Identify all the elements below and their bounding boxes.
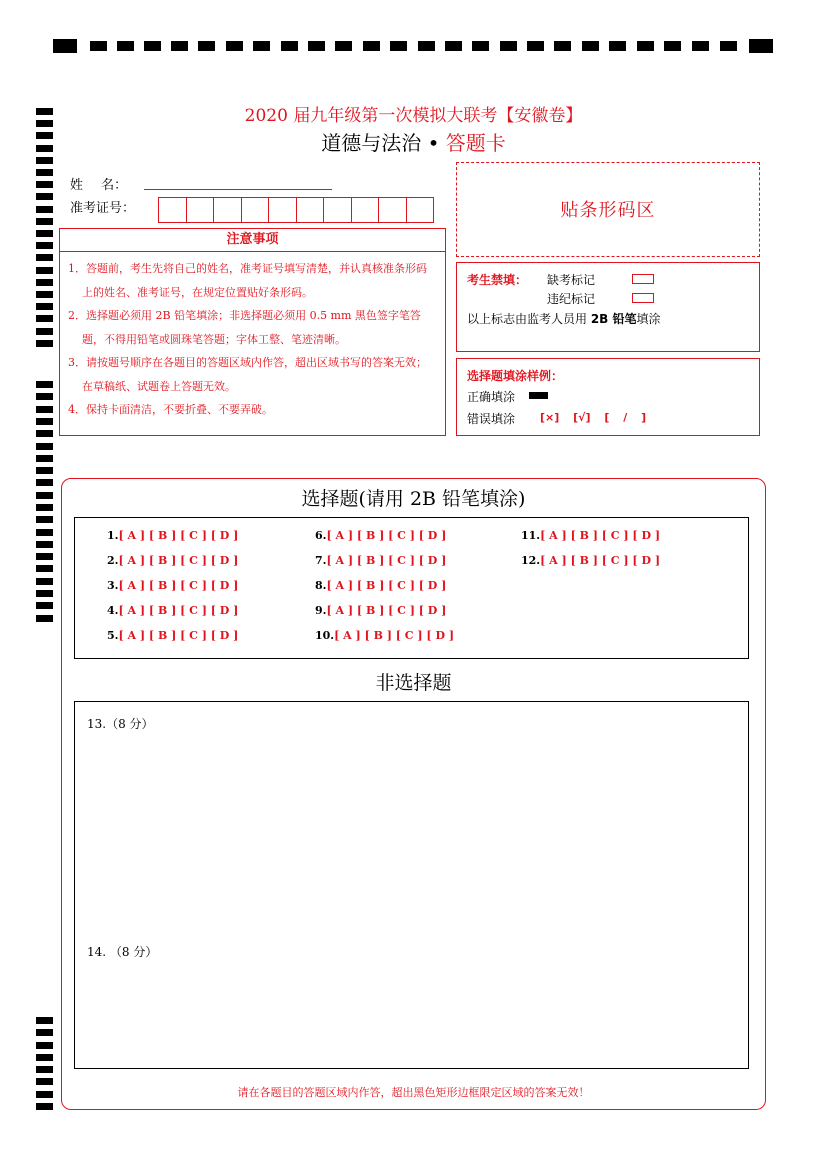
card-label: 答题卡 xyxy=(445,131,506,155)
choice-question-9[interactable]: 9.[ A ] [ B ] [ C ] [ D ] xyxy=(315,604,447,617)
forbid-note: 以上标志由监考人员用 2B 铅笔填涂 xyxy=(467,312,661,326)
notice-title: 注意事项 xyxy=(60,229,445,252)
violation-label: 违纪标记 xyxy=(547,292,596,306)
choice-question-6[interactable]: 6.[ A ] [ B ] [ C ] [ D ] xyxy=(315,529,447,542)
question-13-label: 13.（8 分） xyxy=(87,717,154,731)
choice-question-5[interactable]: 5.[ A ] [ B ] [ C ] [ D ] xyxy=(107,629,239,642)
choice-question-4[interactable]: 4.[ A ] [ B ] [ C ] [ D ] xyxy=(107,604,239,617)
id-label: 准考证号： xyxy=(70,201,136,216)
choice-question-1[interactable]: 1.[ A ] [ B ] [ C ] [ D ] xyxy=(107,529,239,542)
wrong-label: 错误填涂 xyxy=(467,412,516,426)
wrong-fill-samples: [×] [√] [ / ] xyxy=(540,411,647,424)
violation-mark-box[interactable] xyxy=(632,293,654,303)
question-14-label: 14. （8 分） xyxy=(87,945,158,959)
choice-question-12[interactable]: 12.[ A ] [ B ] [ C ] [ D ] xyxy=(521,554,661,567)
notice-item-4: 4．保持卡面清洁，不要折叠、不要弄破。 xyxy=(68,403,273,416)
exam-id-boxes[interactable] xyxy=(158,197,434,223)
forbid-panel xyxy=(456,262,760,352)
choice-question-10[interactable]: 10.[ A ] [ B ] [ C ] [ D ] xyxy=(315,629,455,642)
absent-label: 缺考标记 xyxy=(547,273,596,287)
name-field[interactable] xyxy=(144,188,332,190)
choice-question-3[interactable]: 3.[ A ] [ B ] [ C ] [ D ] xyxy=(107,579,239,592)
correct-fill-sample xyxy=(529,392,548,399)
sample-title: 选择题填涂样例： xyxy=(467,369,564,383)
choice-section-title: 选择题(请用 2B 铅笔填涂) xyxy=(301,488,526,510)
choice-question-2[interactable]: 2.[ A ] [ B ] [ C ] [ D ] xyxy=(107,554,239,567)
absent-mark-box[interactable] xyxy=(632,274,654,284)
notice-item-3: 3．请按题号顺序在各题目的答题区域内作答，超出区域书写的答案无效；在草稿纸、试题卷上答题无效。 xyxy=(68,356,427,393)
exam-title: 2020 届九年级第一次模拟大联考【安徽卷】 xyxy=(244,106,583,126)
notice-item-1: 1．答题前，考生先将自己的姓名，准考证号填写清楚，并认真核准条形码上的姓名、准考证号，在规定位置贴好条形码。 xyxy=(68,262,427,299)
choice-grid xyxy=(74,517,749,659)
choice-question-8[interactable]: 8.[ A ] [ B ] [ C ] [ D ] xyxy=(315,579,447,592)
correct-label: 正确填涂 xyxy=(467,390,516,404)
choice-question-11[interactable]: 11.[ A ] [ B ] [ C ] [ D ] xyxy=(521,529,661,542)
notice-panel xyxy=(59,228,446,436)
nonchoice-answer-area[interactable] xyxy=(74,701,749,1069)
barcode-label: 贴条形码区 xyxy=(560,200,656,221)
barcode-area xyxy=(456,162,760,257)
fill-sample-panel xyxy=(456,358,760,436)
subject-name: 道德与法治 xyxy=(321,131,422,155)
title-dot: • xyxy=(427,131,440,155)
subject-title xyxy=(0,127,827,156)
nonchoice-section-title: 非选择题 xyxy=(375,672,452,694)
forbid-label: 考生禁填： xyxy=(467,273,528,287)
name-label: 姓 名： xyxy=(70,178,128,193)
footer-warning: 请在各题目的答题区域内作答，超出黑色矩形边框限定区域的答案无效！ xyxy=(237,1086,590,1099)
choice-question-7[interactable]: 7.[ A ] [ B ] [ C ] [ D ] xyxy=(315,554,447,567)
notice-item-2: 2．选择题必须用 2B 铅笔填涂；非选择题必须用 0.5 mm 黑色签字笔答题，不得用铅笔或圆珠笔答题；字体工整、笔迹清晰。 xyxy=(68,309,421,346)
